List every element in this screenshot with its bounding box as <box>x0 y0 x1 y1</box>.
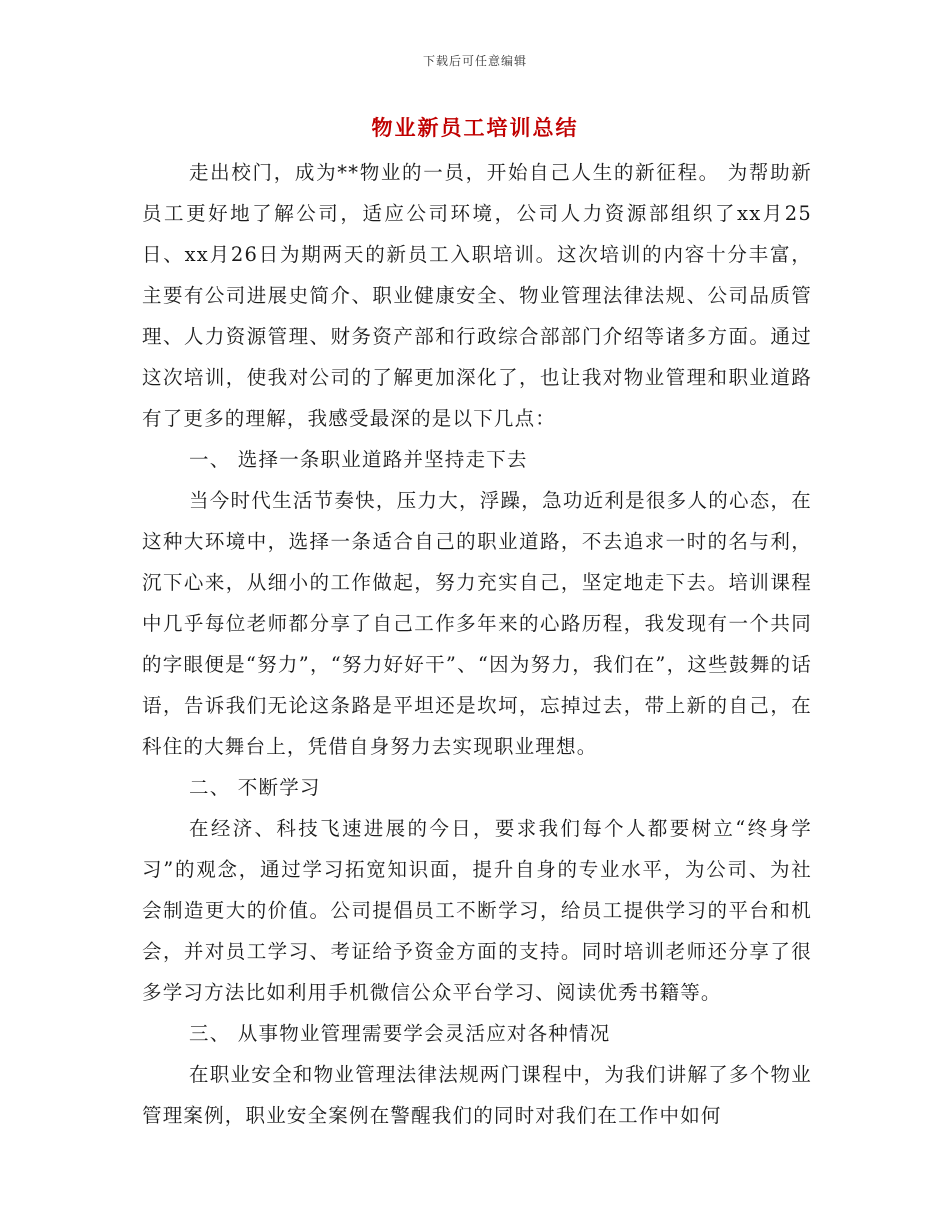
page-header-note: 下载后可任意编辑 <box>422 54 527 68</box>
section-heading-1: 一、 选择一条职业道路并坚持走下去 <box>189 448 528 471</box>
section-heading-3: 三、 从事物业管理需要学会灵活应对各种情况 <box>189 1022 611 1045</box>
document-body <box>142 152 812 1136</box>
section-paragraph-3: 在职业安全和物业管理法律法规两门课程中，为我们讲解了多个物业管理案例，职业安全案例在警醒我们的同时对我们在工作中如何 <box>142 1063 812 1127</box>
document-title: 物业新员工培训总结 <box>371 115 579 140</box>
section-heading-2: 二、 不断学习 <box>189 776 321 799</box>
section-paragraph-1: 当今时代生活节奏快，压力大，浮躁，急功近利是很多人的心态，在这种大环境中，选择一条适合自己的职业道路，不去追求一时的名与利，沉下心来，从细小的工作做起，努力充实自己，坚定地走下去。培训课程中几乎每位老师都分享了自己工作多年来的心路历程，我发现有一个共同的字眼便是“努力”，“努力好好干”、“因为努力，我们在”，这些鼓舞的话语，告诉我们无论这条路是平坦还是坎坷，忘掉过去，带上新的自己，在科住的大舞台上，凭借自身努力去实现职业理想。 <box>142 489 812 758</box>
intro-paragraph: 走出校门，成为**物业的一员，开始自己人生的新征程。 为帮助新员工更好地了解公司，适应公司环境，公司人力资源部组织了xx月25日、xx月26日为期两天的新员工入职培训。这次培训的内容十分丰富，主要有公司进展史简介、职业健康安全、物业管理法律法规、公司品质管理、人力资源管理、财务资产部和行政综合部部门介绍等诸多方面。通过这次培训，使我对公司的了解更加深化了，也让我对物业管理和职业道路有了更多的理解，我感受最深的是以下几点： <box>142 161 812 430</box>
section-paragraph-2: 在经济、科技飞速进展的今日，要求我们每个人都要树立“终身学习”的观念，通过学习拓宽知识面，提升自身的专业水平，为公司、为社会制造更大的价值。公司提倡员工不断学习，给员工提供学习的平台和机会，并对员工学习、考证给予资金方面的支持。同时培训老师还分享了很多学习方法比如利用手机微信公众平台学习、阅读优秀书籍等。 <box>142 817 812 1004</box>
